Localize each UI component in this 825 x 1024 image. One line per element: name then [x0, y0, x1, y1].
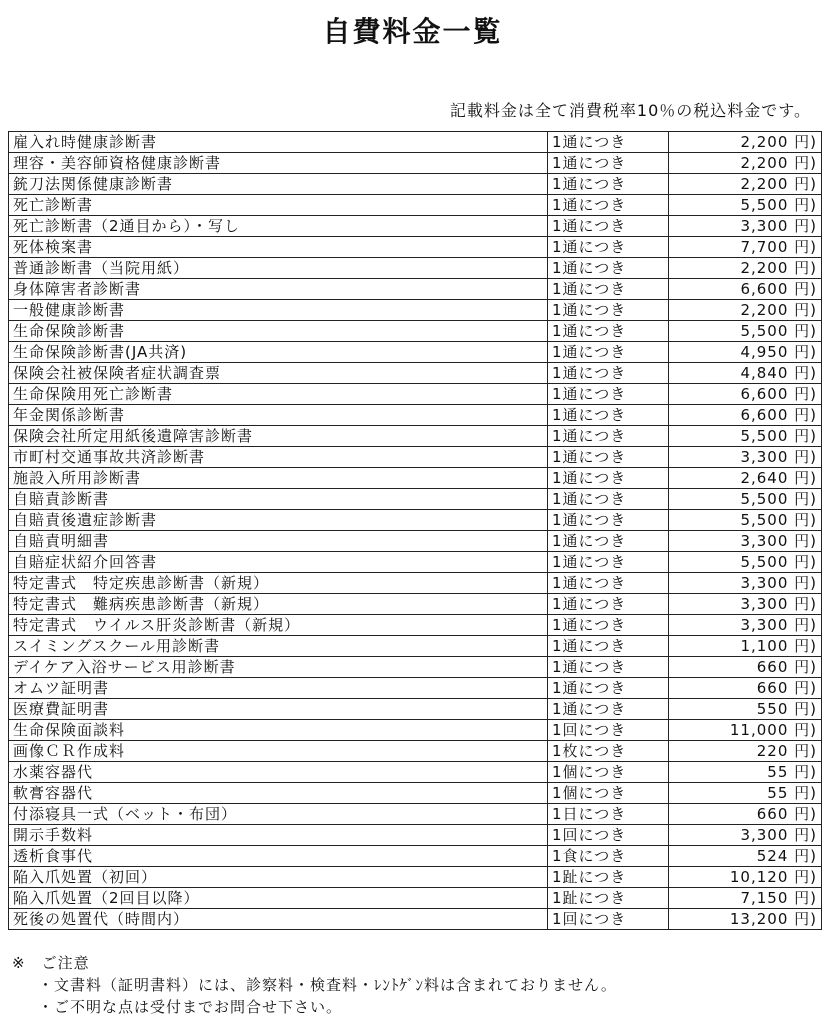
fee-table — [8, 131, 822, 930]
fee-item-price: 5,500 円) — [669, 552, 822, 573]
fee-item-price: 3,300 円) — [669, 825, 822, 846]
fee-item-price: 660 円) — [669, 657, 822, 678]
fee-item-unit: 1通につき — [548, 132, 669, 153]
footer-heading: ※ ご注意 — [12, 954, 90, 972]
table-row — [9, 468, 822, 489]
fee-item-price: 2,200 円) — [669, 174, 822, 195]
fee-item-unit: 1通につき — [548, 678, 669, 699]
fee-item-price: 524 円) — [669, 846, 822, 867]
table-row — [9, 510, 822, 531]
fee-item-price: 2,200 円) — [669, 258, 822, 279]
fee-item-unit: 1通につき — [548, 636, 669, 657]
fee-item-name: 死亡診断書（2通目から）・写し — [9, 216, 548, 237]
table-row — [9, 447, 822, 468]
fee-item-name: 自賠責後遺症診断書 — [9, 510, 548, 531]
fee-item-name: 軟膏容器代 — [9, 783, 548, 804]
table-row — [9, 804, 822, 825]
table-row — [9, 363, 822, 384]
table-row — [9, 846, 822, 867]
fee-item-name: 自賠責明細書 — [9, 531, 548, 552]
fee-item-price: 2,200 円) — [669, 300, 822, 321]
fee-item-unit: 1趾につき — [548, 888, 669, 909]
fee-item-name: 特定書式 難病疾患診断書（新規） — [9, 594, 548, 615]
fee-item-unit: 1通につき — [548, 426, 669, 447]
fee-item-name: 身体障害者診断書 — [9, 279, 548, 300]
table-row — [9, 237, 822, 258]
fee-item-name: 生命保険診断書(JA共済) — [9, 342, 548, 363]
table-row — [9, 909, 822, 930]
fee-item-price: 5,500 円) — [669, 321, 822, 342]
fee-item-name: 生命保険診断書 — [9, 321, 548, 342]
fee-item-name: 自賠責診断書 — [9, 489, 548, 510]
fee-item-price: 3,300 円) — [669, 594, 822, 615]
fee-item-price: 4,840 円) — [669, 363, 822, 384]
fee-item-unit: 1回につき — [548, 720, 669, 741]
fee-item-name: 特定書式 ウイルス肝炎診断書（新規） — [9, 615, 548, 636]
table-row — [9, 426, 822, 447]
fee-item-price: 3,300 円) — [669, 615, 822, 636]
fee-item-price: 2,200 円) — [669, 153, 822, 174]
table-row — [9, 174, 822, 195]
table-row — [9, 615, 822, 636]
table-row — [9, 594, 822, 615]
fee-item-price: 7,150 円) — [669, 888, 822, 909]
fee-item-name: 死後の処置代（時間内） — [9, 909, 548, 930]
fee-item-name: オムツ証明書 — [9, 678, 548, 699]
fee-item-name: 開示手数料 — [9, 825, 548, 846]
fee-item-unit: 1通につき — [548, 300, 669, 321]
fee-item-unit: 1個につき — [548, 783, 669, 804]
fee-item-unit: 1通につき — [548, 216, 669, 237]
fee-item-unit: 1通につき — [548, 531, 669, 552]
table-row — [9, 489, 822, 510]
table-row — [9, 279, 822, 300]
fee-item-name: 付添寝具一式（ベット・布団） — [9, 804, 548, 825]
fee-item-name: 雇入れ時健康診断書 — [9, 132, 548, 153]
fee-table-body — [9, 132, 822, 930]
fee-item-unit: 1通につき — [548, 237, 669, 258]
fee-item-price: 6,600 円) — [669, 405, 822, 426]
fee-item-unit: 1通につき — [548, 195, 669, 216]
table-row — [9, 825, 822, 846]
fee-item-name: 陥入爪処置（2回目以降） — [9, 888, 548, 909]
fee-item-price: 55 円) — [669, 783, 822, 804]
fee-item-name: 一般健康診断書 — [9, 300, 548, 321]
fee-item-price: 6,600 円) — [669, 279, 822, 300]
fee-item-unit: 1通につき — [548, 594, 669, 615]
fee-item-price: 5,500 円) — [669, 426, 822, 447]
table-row — [9, 384, 822, 405]
fee-item-name: 死体検案書 — [9, 237, 548, 258]
fee-item-name: 医療費証明書 — [9, 699, 548, 720]
fee-item-name: 生命保険用死亡診断書 — [9, 384, 548, 405]
table-row — [9, 216, 822, 237]
fee-item-unit: 1通につき — [548, 573, 669, 594]
fee-item-price: 3,300 円) — [669, 447, 822, 468]
fee-item-name: 透析食事代 — [9, 846, 548, 867]
fee-item-price: 55 円) — [669, 762, 822, 783]
fee-item-unit: 1個につき — [548, 762, 669, 783]
fee-item-unit: 1通につき — [548, 699, 669, 720]
fee-item-name: 市町村交通事故共済診断書 — [9, 447, 548, 468]
table-row — [9, 342, 822, 363]
fee-item-name: デイケア入浴サービス用診断書 — [9, 657, 548, 678]
fee-item-unit: 1通につき — [548, 510, 669, 531]
footer-note-1: ・文書料（証明書料）には、診察料・検査料・ﾚﾝﾄｹﾞﾝ料は含まれておりません。 — [38, 976, 617, 994]
table-row — [9, 888, 822, 909]
table-row — [9, 300, 822, 321]
table-row — [9, 720, 822, 741]
fee-item-price: 4,950 円) — [669, 342, 822, 363]
fee-item-name: 生命保険面談料 — [9, 720, 548, 741]
fee-item-price: 660 円) — [669, 804, 822, 825]
fee-item-unit: 1通につき — [548, 657, 669, 678]
footer-note-2: ・ご不明な点は受付までお問合せ下さい。 — [38, 998, 343, 1016]
fee-item-unit: 1通につき — [548, 384, 669, 405]
fee-item-price: 1,100 円) — [669, 636, 822, 657]
fee-item-price: 2,640 円) — [669, 468, 822, 489]
fee-item-name: 死亡診断書 — [9, 195, 548, 216]
table-row — [9, 132, 822, 153]
fee-item-unit: 1日につき — [548, 804, 669, 825]
fee-item-price: 11,000 円) — [669, 720, 822, 741]
table-row — [9, 258, 822, 279]
page-title: 自費料金一覧 — [322, 15, 503, 48]
fee-item-unit: 1通につき — [548, 174, 669, 195]
table-row — [9, 321, 822, 342]
table-row — [9, 783, 822, 804]
table-row — [9, 867, 822, 888]
fee-item-unit: 1通につき — [548, 279, 669, 300]
fee-item-unit: 1通につき — [548, 489, 669, 510]
fee-item-price: 3,300 円) — [669, 531, 822, 552]
fee-item-unit: 1通につき — [548, 447, 669, 468]
fee-item-name: 画像ＣＲ作成料 — [9, 741, 548, 762]
table-row — [9, 405, 822, 426]
fee-item-unit: 1通につき — [548, 258, 669, 279]
fee-item-unit: 1通につき — [548, 552, 669, 573]
footer-notes — [12, 952, 617, 1018]
fee-item-price: 3,300 円) — [669, 573, 822, 594]
fee-item-name: スイミングスクール用診断書 — [9, 636, 548, 657]
fee-item-unit: 1通につき — [548, 405, 669, 426]
fee-item-unit: 1通につき — [548, 321, 669, 342]
fee-item-unit: 1食につき — [548, 846, 669, 867]
fee-item-unit: 1趾につき — [548, 867, 669, 888]
fee-item-price: 220 円) — [669, 741, 822, 762]
table-row — [9, 699, 822, 720]
fee-item-price: 10,120 円) — [669, 867, 822, 888]
fee-item-price: 660 円) — [669, 678, 822, 699]
table-row — [9, 531, 822, 552]
fee-item-price: 6,600 円) — [669, 384, 822, 405]
fee-item-price: 550 円) — [669, 699, 822, 720]
table-row — [9, 153, 822, 174]
table-row — [9, 195, 822, 216]
fee-item-unit: 1通につき — [548, 468, 669, 489]
fee-item-unit: 1回につき — [548, 825, 669, 846]
fee-item-name: 普通診断書（当院用紙） — [9, 258, 548, 279]
fee-item-name: 銃刀法関係健康診断書 — [9, 174, 548, 195]
fee-item-name: 水薬容器代 — [9, 762, 548, 783]
table-row — [9, 636, 822, 657]
fee-item-name: 理容・美容師資格健康診断書 — [9, 153, 548, 174]
fee-item-name: 保険会社所定用紙後遺障害診断書 — [9, 426, 548, 447]
fee-item-price: 7,700 円) — [669, 237, 822, 258]
fee-item-unit: 1通につき — [548, 342, 669, 363]
table-row — [9, 678, 822, 699]
table-row — [9, 762, 822, 783]
table-row — [9, 741, 822, 762]
fee-item-price: 5,500 円) — [669, 510, 822, 531]
fee-item-name: 年金関係診断書 — [9, 405, 548, 426]
fee-item-price: 2,200 円) — [669, 132, 822, 153]
fee-item-unit: 1枚につき — [548, 741, 669, 762]
fee-item-unit: 1通につき — [548, 153, 669, 174]
fee-item-name: 陥入爪処置（初回） — [9, 867, 548, 888]
table-row — [9, 573, 822, 594]
fee-item-name: 保険会社被保険者症状調査票 — [9, 363, 548, 384]
fee-item-unit: 1通につき — [548, 363, 669, 384]
tax-note: 記載料金は全て消費税率10％の税込料金です。 — [449, 101, 811, 120]
fee-item-price: 3,300 円) — [669, 216, 822, 237]
fee-item-price: 5,500 円) — [669, 195, 822, 216]
fee-item-name: 自賠症状紹介回答書 — [9, 552, 548, 573]
fee-item-price: 13,200 円) — [669, 909, 822, 930]
table-row — [9, 657, 822, 678]
fee-item-name: 特定書式 特定疾患診断書（新規） — [9, 573, 548, 594]
fee-item-unit: 1回につき — [548, 909, 669, 930]
fee-item-price: 5,500 円) — [669, 489, 822, 510]
fee-item-name: 施設入所用診断書 — [9, 468, 548, 489]
fee-item-unit: 1通につき — [548, 615, 669, 636]
table-row — [9, 552, 822, 573]
